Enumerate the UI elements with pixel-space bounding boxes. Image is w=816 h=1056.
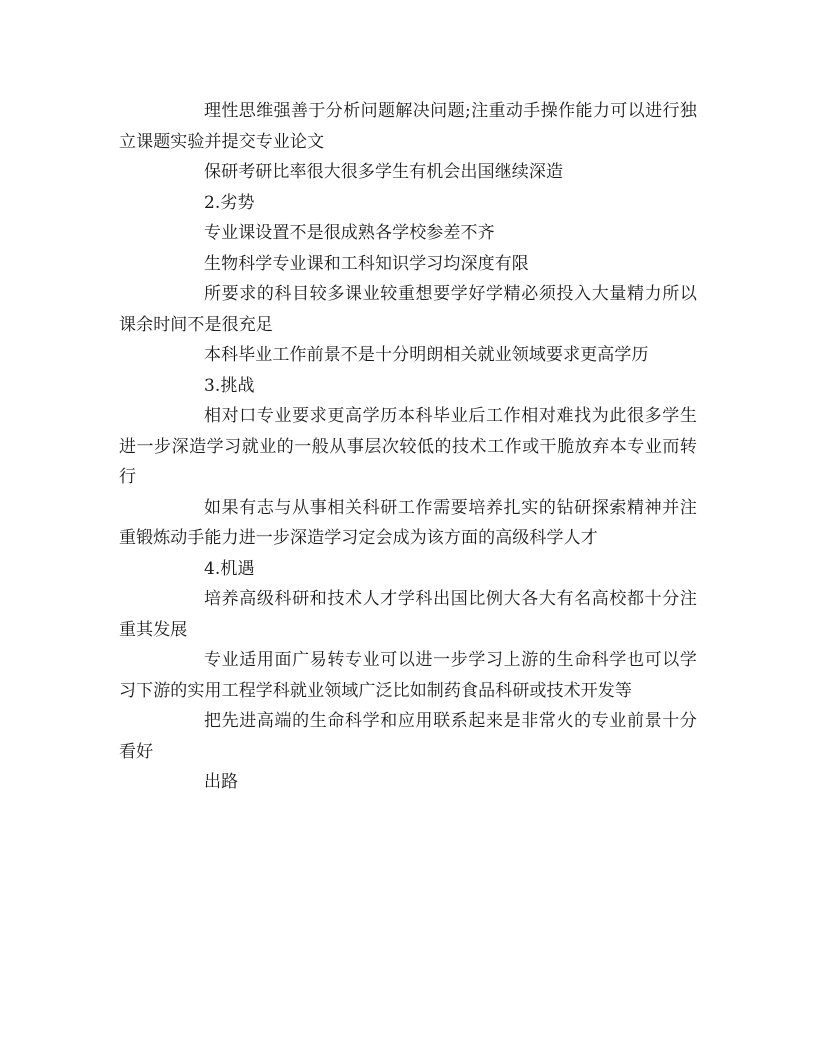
paragraph-strengths-thinking: 理性思维强善于分析问题解决问题;注重动手操作能力可以进行独立课题实验并提交专业论文 xyxy=(119,101,697,152)
paragraph-knowledge-depth: 生物科学专业课和工科知识学习均深度有限 xyxy=(204,253,529,274)
paragraph-further-study: 保研考研比率很大很多学生有机会出国继续深造 xyxy=(204,162,564,182)
paragraph-talent-development: 培养高级科研和技术人才学科出国比例大各大有名高校都十分注重其发展 xyxy=(119,589,697,640)
paragraph-outlook: 把先进高端的生命科学和应用联系起来是非常火的专业前景十分看好 xyxy=(119,711,697,762)
paragraph-flexibility: 专业适用面广易转专业可以进一步学习上游的生命科学也可以学习下游的实用工程学科就业领域广泛比如制药食品科研或技术开发等 xyxy=(119,650,697,701)
heading-challenges: 3.挑战 xyxy=(204,375,255,396)
heading-weaknesses: 2.劣势 xyxy=(204,192,255,213)
paragraph-career-difficulty: 相对口专业要求更高学历本科毕业后工作相对难找为此很多学生进一步深造学习就业的一般从事层次较低的技术工作或干脆放弃本专业而转行 xyxy=(119,406,697,487)
heading-opportunities: 4.机遇 xyxy=(204,558,255,579)
paragraph-workload: 所要求的科目较多课业较重想要学好学精必须投入大量精力所以课余时间不是很充足 xyxy=(119,284,697,335)
paragraph-curriculum: 专业课设置不是很成熟各学校参差不齐 xyxy=(204,223,495,243)
paragraph-research-path: 如果有志与从事相关科研工作需要培养扎实的钻研探索精神并注重锻炼动手能力进一步深造学习定会成为该方面的高级科学人才 xyxy=(119,497,697,548)
paragraph-job-prospects: 本科毕业工作前景不是十分明朗相关就业领域要求更高学历 xyxy=(204,345,649,365)
heading-career-path: 出路 xyxy=(204,772,239,792)
document-body xyxy=(119,96,697,798)
